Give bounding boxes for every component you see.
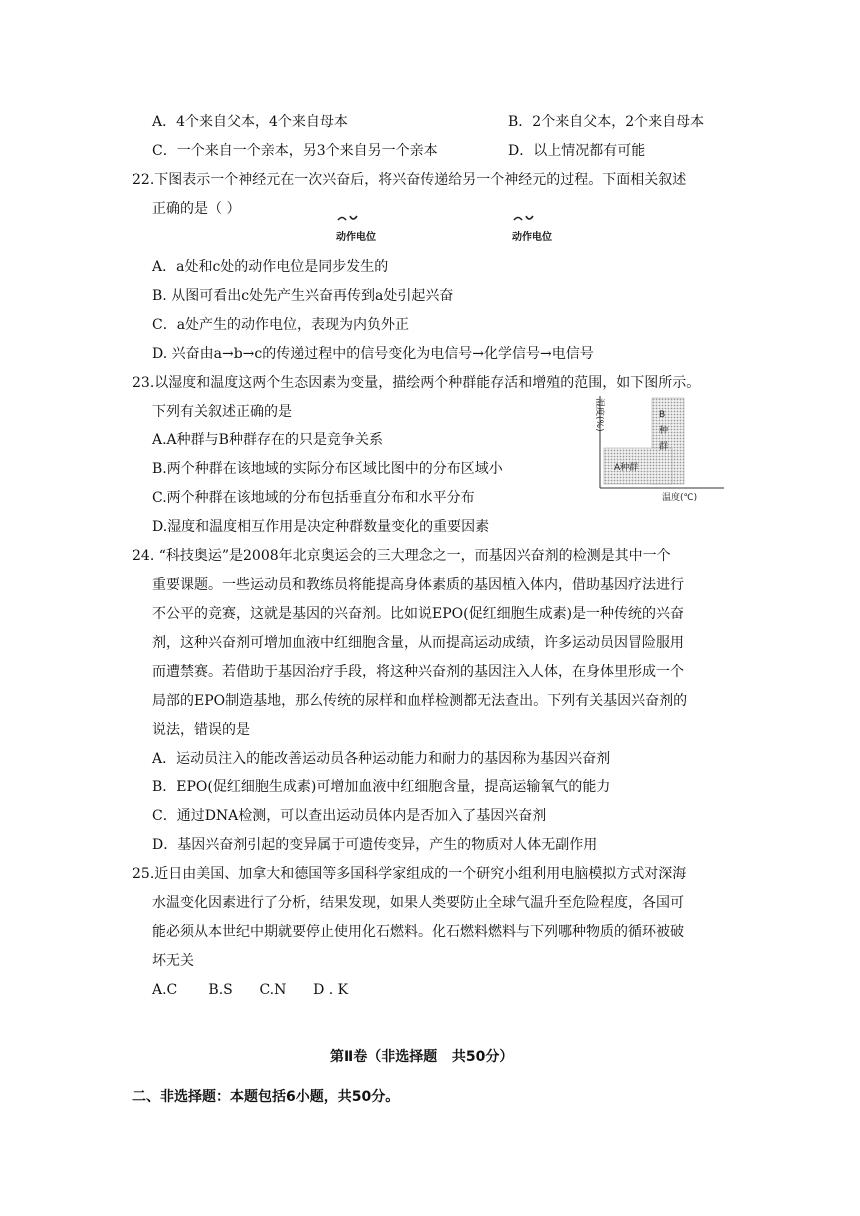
q23-option-a: A.A种群与B种群存在的只是竞争关系 xyxy=(152,432,383,448)
action-potential-curve-right xyxy=(512,214,536,224)
q22-stem-line2: 正确的是（ ） xyxy=(152,201,241,217)
q22-option-b: B. 从图可看出c处先产生兴奋再传到a处引起兴奋 xyxy=(152,288,454,304)
q24-line-7: 说法，错误的是 xyxy=(152,722,250,738)
q22-option-a: A．a处和c处的动作电位是同步发生的 xyxy=(152,259,389,275)
q24-line-5: 而遭禁赛。若借助于基因治疗手段，将这种兴奋剂的基因注入人体，在身体里形成一个 xyxy=(152,664,684,680)
region-b-label-3: 群 xyxy=(659,442,669,452)
q24-option-b: B．EPO(促红细胞生成素)可增加血液中红细胞含量，提高运输氧气的能力 xyxy=(152,779,611,795)
chart-xlabel: 温度(℃) xyxy=(662,493,698,502)
q23-stem-line1: 23.以湿度和温度这两个生态因素为变量，描绘两个种群能存活和增殖的范围，如下图所示。 xyxy=(132,375,701,391)
q22-figure-label-right: 动作电位 xyxy=(512,232,552,243)
q25-line-3: 能必须从本世纪中期就要停止使用化石燃料。化石燃料燃料与下列哪种物质的循环被破 xyxy=(152,924,684,940)
q21-option-a: A．4个来自父本，4个来自母本 xyxy=(152,114,348,130)
q22-figure-label-left: 动作电位 xyxy=(336,232,376,243)
q24-line-3: 不公平的竞赛，这就是基因的兴奋剂。比如说EPO(促红细胞生成素)是一种传统的兴奋 xyxy=(152,606,685,622)
q23-option-d: D.湿度和温度相互作用是决定种群数量变化的重要因素 xyxy=(152,519,490,535)
population-range-figure xyxy=(592,392,732,502)
section2-title: 第Ⅱ卷（非选择题 共50分） xyxy=(330,1049,514,1065)
q25-options: A.C B.S C.N D . K xyxy=(152,982,349,998)
chart-ylabel: 湿度(%) xyxy=(594,398,604,432)
q22-stem-line1: 22.下图表示一个神经元在一次兴奋后，将兴奋传递给另一个神经元的过程。下面相关叙述 xyxy=(132,172,687,188)
q21-option-b: B．2个来自父本，2个来自母本 xyxy=(508,114,705,130)
region-b-label-1: B xyxy=(659,410,666,420)
q24-option-a: A．运动员注入的能改善运动员各种运动能力和耐力的基因称为基因兴奋剂 xyxy=(152,751,611,767)
q23-stem-line2: 下列有关叙述正确的是 xyxy=(152,404,292,420)
q22-option-d: D. 兴奋由a→b→c的传递过程中的信号变化为电信号→化学信号→电信号 xyxy=(152,346,594,362)
section2-intro: 二、非选择题：本题包括6小题，共50分。 xyxy=(132,1089,400,1105)
region-b-label-2: 种 xyxy=(659,426,669,436)
q25-line-4: 坏无关 xyxy=(152,953,194,969)
q25-line-2: 水温变化因素进行了分析，结果发现，如果人类要防止全球气温升至危险程度，各国可 xyxy=(152,895,684,911)
q25-line-1: 25.近日由美国、加拿大和德国等多国科学家组成的一个研究小组利用电脑模拟方式对深海 xyxy=(132,866,687,882)
q24-line-2: 重要课题。一些运动员和教练员将能提高身体素质的基因植入体内，借助基因疗法进行 xyxy=(152,577,684,593)
q22-option-c: C．a处产生的动作电位，表现为内负外正 xyxy=(152,317,410,333)
q24-option-c: C．通过DNA检测，可以查出运动员体内是否加入了基因兴奋剂 xyxy=(152,808,547,824)
q21-option-c: C．一个来自一个亲本，另3个来自另一个亲本 xyxy=(152,143,438,159)
q24-line-6: 局部的EPO制造基地，那么传统的尿样和血样检测都无法查出。下列有关基因兴奋剂的 xyxy=(152,693,688,709)
action-potential-curve-left xyxy=(336,214,360,224)
q23-option-b: B.两个种群在该地域的实际分布区域比图中的分布区域小 xyxy=(152,461,503,477)
q23-option-c: C.两个种群在该地域的分布包括垂直分布和水平分布 xyxy=(152,490,475,506)
region-a-label: A种群 xyxy=(614,463,639,473)
q24-option-d: D．基因兴奋剂引起的变异属于可遗传变异，产生的物质对人体无副作用 xyxy=(152,837,598,853)
q21-option-d: D．以上情况都有可能 xyxy=(508,143,646,159)
q24-line-1: 24. “科技奥运”是2008年北京奥运会的三大理念之一，而基因兴奋剂的检测是其中一个 xyxy=(132,548,671,564)
q24-line-4: 剂，这种兴奋剂可增加血液中红细胞含量，从而提高运动成绩，许多运动员因冒险服用 xyxy=(152,635,684,651)
